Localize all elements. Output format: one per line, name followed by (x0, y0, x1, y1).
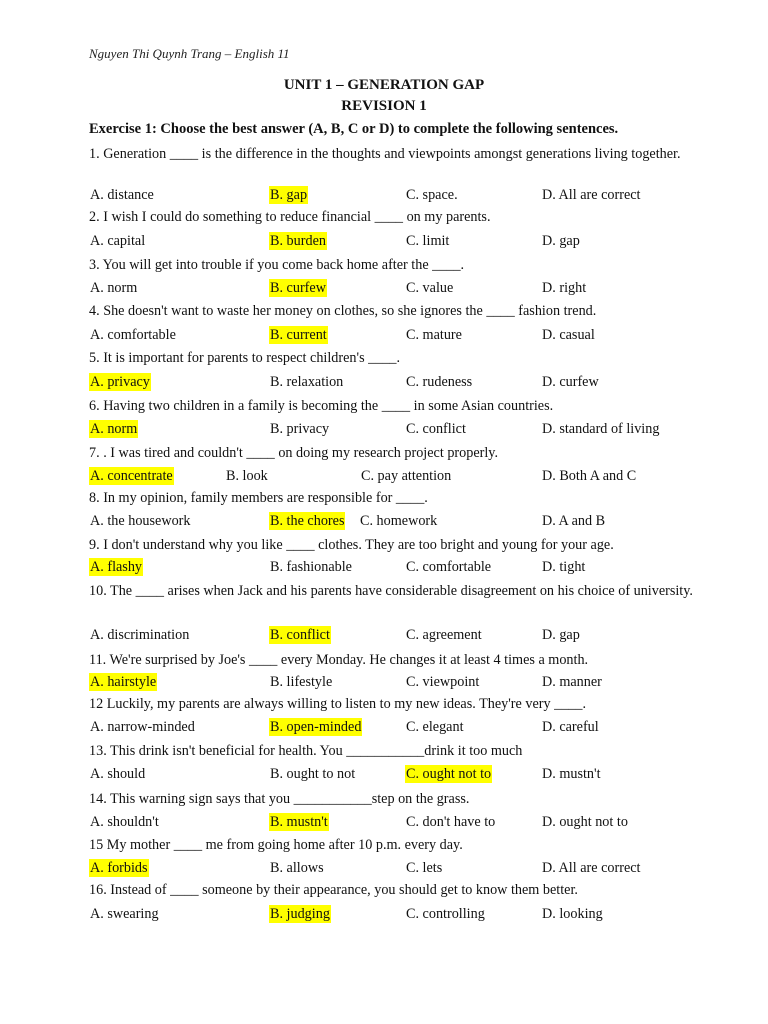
question-2: 2. I wish I could do something to reduce financial ____ on my parents. (89, 209, 491, 225)
option-7a: A. concentrate (90, 468, 173, 484)
option-6d: D. standard of living (542, 421, 660, 437)
option-8a: A. the housework (90, 513, 191, 529)
option-14d: D. ought not to (542, 814, 628, 830)
option-11d: D. manner (542, 674, 602, 690)
option-7b: B. look (226, 468, 268, 484)
option-7c: C. pay attention (361, 468, 452, 484)
option-16c: C. controlling (406, 906, 485, 922)
option-3c: C. value (406, 280, 454, 296)
option-4b: B. current (270, 327, 327, 343)
option-5c: C. rudeness (406, 374, 473, 390)
option-8d: D. A and B (542, 513, 606, 529)
option-10c: C. agreement (406, 627, 482, 643)
option-12a: A. narrow-minded (90, 719, 195, 735)
option-3a: A. norm (90, 280, 138, 296)
option-15b: B. allows (270, 860, 324, 876)
options-2 (89, 232, 709, 252)
option-2d: D. gap (542, 233, 580, 249)
options-16 (89, 905, 709, 925)
option-15d: D. All are correct (542, 860, 641, 876)
options-15 (89, 859, 709, 879)
options-13 (89, 765, 709, 785)
option-12b: B. open-minded (270, 719, 362, 735)
option-14a: A. shouldn't (90, 814, 159, 830)
question-4: 4. She doesn't want to waste her money on clothes, so she ignores the ____ fashion trend. (89, 303, 597, 319)
option-2b: B. burden (270, 233, 326, 249)
options-9 (89, 558, 709, 578)
option-16a: A. swearing (90, 906, 159, 922)
question-7: 7. . I was tired and couldn't ____ on doing my research project properly. (89, 445, 499, 461)
option-5b: B. relaxation (270, 374, 344, 390)
option-12d: D. careful (542, 719, 599, 735)
option-13b: B. ought to not (270, 766, 356, 782)
option-1c: C. space. (406, 187, 458, 203)
option-1b: B. gap (270, 187, 308, 203)
options-1 (89, 186, 709, 206)
revision-title: REVISION 1 (341, 98, 427, 114)
option-9a: A. flashy (90, 559, 143, 575)
option-13d: D. mustn't (542, 766, 601, 782)
question-1: 1. Generation ____ is the difference in the thoughts and viewpoints amongst generations living together. (89, 146, 681, 162)
option-10b: B. conflict (270, 627, 330, 643)
question-10: 10. The ____ arises when Jack and his parents have considerable disagreement on his choice of university. (89, 583, 693, 599)
option-12c: C. elegant (406, 719, 464, 735)
question-12: 12 Luckily, my parents are always willing to listen to my new ideas. They're very ____. (89, 696, 587, 712)
option-14c: C. don't have to (406, 814, 496, 830)
option-15a: A. forbids (90, 860, 148, 876)
option-1d: D. All are correct (542, 187, 641, 203)
option-11a: A. hairstyle (90, 674, 157, 690)
unit-title: UNIT 1 – GENERATION GAP (283, 77, 485, 93)
exercise-instruction: Exercise 1: Choose the best answer (A, B, C or D) to complete the following sentences. (89, 121, 619, 137)
option-4a: A. comfortable (90, 327, 176, 343)
option-6c: C. conflict (406, 421, 466, 437)
option-15c: C. lets (406, 860, 443, 876)
question-15: 15 My mother ____ me from going home after 10 p.m. every day. (89, 837, 463, 853)
options-3 (89, 279, 709, 299)
question-14: 14. This warning sign says that you ___________step on the grass. (89, 791, 470, 807)
option-9d: D. tight (542, 559, 586, 575)
question-8: 8. In my opinion, family members are responsible for ____. (89, 490, 428, 506)
option-8c: C. homework (360, 513, 438, 529)
option-9c: C. comfortable (406, 559, 492, 575)
option-11b: B. lifestyle (270, 674, 333, 690)
options-8 (89, 512, 709, 532)
question-9: 9. I don't understand why you like ____ clothes. They are too bright and young for your age. (89, 537, 614, 553)
options-10 (89, 626, 709, 646)
option-7d: D. Both A and C (542, 468, 637, 484)
option-9b: B. fashionable (270, 559, 352, 575)
option-14b: B. mustn't (270, 814, 328, 830)
option-2c: C. limit (406, 233, 450, 249)
option-13a: A. should (90, 766, 146, 782)
options-14 (89, 813, 709, 833)
question-6: 6. Having two children in a family is becoming the ____ in some Asian countries. (89, 398, 554, 414)
option-5d: D. curfew (542, 374, 599, 390)
option-11c: C. viewpoint (406, 674, 480, 690)
option-10d: D. gap (542, 627, 580, 643)
option-6b: B. privacy (270, 421, 330, 437)
option-16b: B. judging (270, 906, 330, 922)
option-10a: A. discrimination (90, 627, 190, 643)
options-5 (89, 373, 709, 393)
option-6a: A. norm (90, 421, 138, 437)
option-1a: A. distance (90, 187, 154, 203)
option-4d: D. casual (542, 327, 595, 343)
option-4c: C. mature (406, 327, 462, 343)
option-16d: D. looking (542, 906, 603, 922)
options-6 (89, 420, 709, 440)
option-8b: B. the chores (270, 513, 345, 529)
option-5a: A. privacy (90, 374, 150, 390)
question-5: 5. It is important for parents to respect children's ____. (89, 350, 401, 366)
option-2a: A. capital (90, 233, 146, 249)
option-3d: D. right (542, 280, 587, 296)
option-13c: C. ought not to (406, 766, 492, 782)
options-11 (89, 673, 709, 693)
question-13: 13. This drink isn't beneficial for health. You ___________drink it too much (89, 743, 523, 759)
author-header: Nguyen Thi Quynh Trang – English 11 (89, 46, 290, 61)
question-11: 11. We're surprised by Joe's ____ every Monday. He changes it at least 4 times a month. (89, 652, 589, 668)
question-3: 3. You will get into trouble if you come back home after the ____. (89, 257, 465, 273)
question-16: 16. Instead of ____ someone by their appearance, you should get to know them better. (89, 882, 578, 898)
options-12 (89, 718, 709, 738)
options-4 (89, 326, 709, 346)
option-3b: B. curfew (270, 280, 326, 296)
options-7 (89, 467, 709, 487)
